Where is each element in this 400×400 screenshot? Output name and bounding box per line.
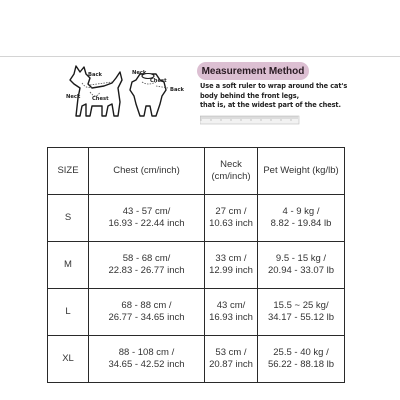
chest-inch: 26.77 - 34.65 inch [108, 312, 185, 323]
dog-silhouette [66, 66, 122, 116]
method-line-3: that is, at the widest part of the chest. [200, 101, 341, 109]
ruler-graphic [200, 112, 300, 122]
measurement-method-text [200, 82, 400, 111]
weight-cell [258, 336, 345, 383]
chest-cell [89, 195, 205, 242]
table-row [48, 195, 345, 242]
weight-kg: 9.5 - 15 kg / [275, 253, 327, 264]
ruler-icon [200, 115, 300, 125]
neck-cell [205, 336, 258, 383]
neck-cell [205, 289, 258, 336]
measurement-illustration [60, 58, 200, 138]
neck-cm: 53 cm / [215, 347, 247, 358]
neck-cm: 27 cm / [215, 206, 247, 217]
neck-cell [205, 195, 258, 242]
weight-kg: 15.5 ~ 25 kg/ [273, 300, 329, 311]
chest-cell [89, 336, 205, 383]
chest-cell [89, 242, 205, 289]
weight-lb: 8.82 - 19.84 lb [270, 218, 332, 229]
size-cell: XL [48, 336, 89, 383]
chest-cm: 68 - 88 cm / [121, 300, 172, 311]
size-cell: S [48, 195, 89, 242]
table-header-row [48, 148, 345, 195]
header-neck [205, 148, 258, 195]
dog-label-neck: Neck [66, 94, 81, 100]
method-line-2: body behind the front legs, [200, 91, 300, 100]
measurement-method-title: Measurement Method [197, 62, 309, 80]
neck-cell [205, 242, 258, 289]
table-row [48, 336, 345, 383]
neck-inch: 16.93 inch [209, 312, 253, 323]
chest-inch: 22.83 - 26.77 inch [108, 265, 185, 276]
header-size: SIZE [48, 148, 89, 195]
garment-label-neck: Neck [132, 70, 147, 76]
neck-inch: 10.63 inch [209, 218, 253, 229]
chest-cell [89, 289, 205, 336]
top-divider [0, 56, 400, 57]
weight-kg: 25.5 - 40 kg / [273, 347, 329, 358]
weight-kg: 4 - 9 kg / [282, 206, 320, 217]
chest-cm: 43 - 57 cm/ [122, 206, 171, 217]
table-row [48, 242, 345, 289]
garment-label-back: Back [170, 87, 184, 93]
weight-cell [258, 195, 345, 242]
header-neck-text: Neck (cm/inch) [211, 159, 251, 182]
garment-outline [130, 70, 185, 116]
dog-label-chest: Chest [92, 96, 109, 102]
neck-inch: 12.99 inch [209, 265, 253, 276]
garment-label-chest: Chest [150, 78, 167, 84]
table-row [48, 289, 345, 336]
neck-cm: 33 cm / [215, 253, 247, 264]
neck-inch: 20.87 inch [209, 359, 253, 370]
weight-lb: 56.22 - 88.18 lb [267, 359, 335, 370]
header-weight: Pet Weight (kg/lb) [258, 148, 345, 195]
weight-cell [258, 289, 345, 336]
dog-and-garment-diagram [60, 58, 200, 138]
chest-inch: 16.93 - 22.44 inch [108, 218, 185, 229]
weight-lb: 34.17 - 55.12 lb [267, 312, 335, 323]
weight-lb: 20.94 - 33.07 lb [267, 265, 335, 276]
neck-cm: 43 cm/ [216, 300, 246, 311]
dog-label-back: Back [88, 72, 102, 78]
chest-cm: 58 - 68 cm/ [122, 253, 171, 264]
weight-cell [258, 242, 345, 289]
method-line-1: Use a soft ruler to wrap around the cat's [200, 82, 348, 90]
size-cell: L [48, 289, 89, 336]
size-chart-table [47, 147, 345, 383]
chest-inch: 34.65 - 42.52 inch [108, 359, 185, 370]
size-cell: M [48, 242, 89, 289]
header-chest: Chest (cm/inch) [89, 148, 205, 195]
chest-cm: 88 - 108 cm / [118, 347, 175, 358]
